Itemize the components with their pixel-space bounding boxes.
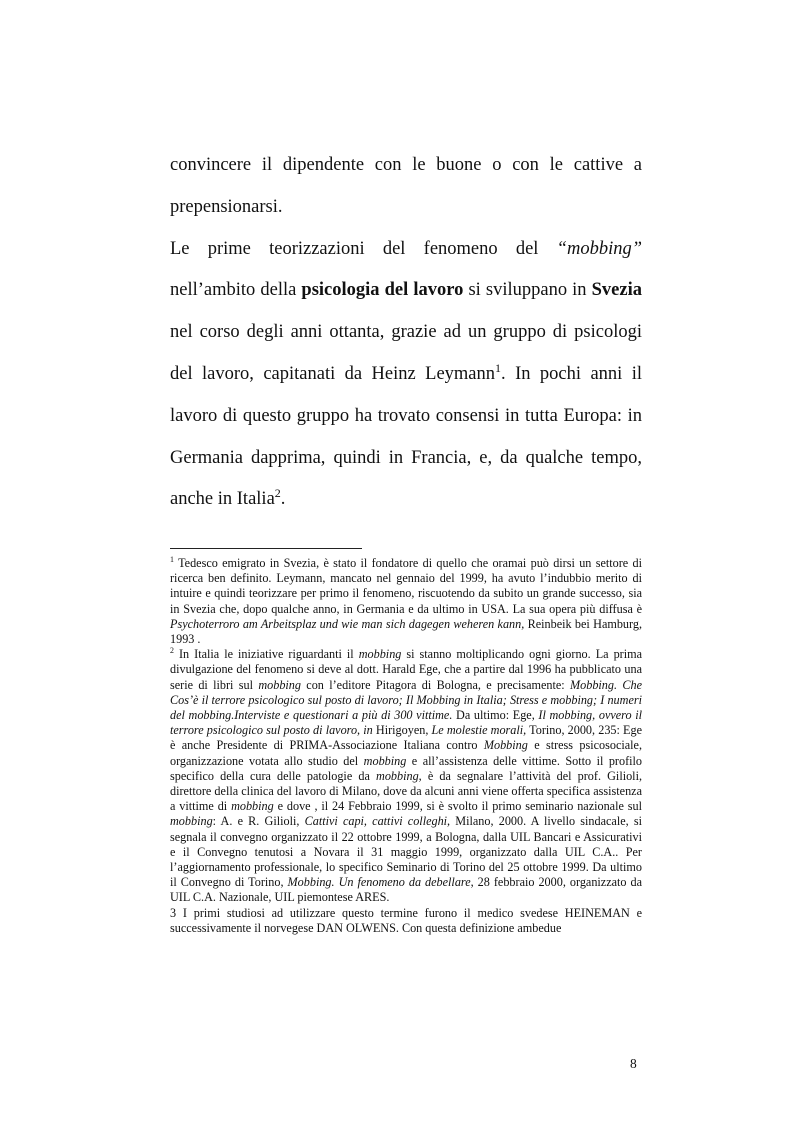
- footnote-separator: [170, 548, 362, 549]
- paragraph-1: convincere il dipendente con le buone o con le cattive a prepensionarsi.: [170, 155, 642, 217]
- footnote-2: $^2$ In Italia le iniziative riguardanti il mobbing si stanno moltiplicando ogni giorno. La prima divulgazione del fenomeno si deve al dott. Harald Ege, che a partire dal 1996 ha pubblicato una serie di libri sul mobbing con l’editore Pitagora di Bologna, e precisamente: Mobbing. Che Cos’è il terrore psicologico sul posto di lavoro; Il Mobbing in Italia; Stress e mobbing; I numeri del mobbing.Interviste e questionari a più di 300 vittime. Da ultimo: Ege, Il mobbing, ovvero il terrore psicologico sul posto di lavoro, in Hirigoyen, Le molestie morali, Torino, 2000, 235: Ege è anche Presidente di PRIMA-Associazione Italiana contro Mobbing e stress psicosociale, organizzazione votata allo studio del mobbing e all’assistenza delle vittime. Sotto il profilo specifico della cura delle patologie da mobbing, è da segnalare l’attività del prof. Gilioli, direttore della clinica del lavoro di Milano, dove da alcuni anni viene offerta specifica assistenza a vittime di mobbing e dove , il 24 Febbraio 1999, si è svolto il primo seminario nazionale sul mobbing: A. e R. Gilioli, Cattivi capi, cattivi colleghi, Milano, 2000. A livello sindacale, si segnala il convegno organizzato il 22 ottobre 1999, a Bologna, dalla UIL Bancari e Assicurativi e il Convegno tenutosi a Novara il 31 maggio 1999, organizzato dalla UIL C.A.. Per l’aggiornamento professionale, lo specifico Seminario di Torino del 25 ottobre 1999. Da ultimo il Convegno di Torino, Mobbing. Un fenomeno da debellare, 28 febbraio 2000, organizzato da UIL C.A. Nazionale, UIL piemontese ARES.: [170, 646, 643, 905]
- paragraph-2: Le prime teorizzazioni del fenomeno del “mobbing” nell’ambito della psicologia del lavoro si sviluppano in Svezia nel corso degli anni ottanta, grazie ad un gruppo di psicologi del lavoro, capitanati da Heinz Leymann$^1$. In pochi anni il lavoro di questo gruppo ha trovato consensi in tutta Europa: in Germania dapprima, quindi in Francia, e, da qualche tempo, anche in Italia$^2$.: [170, 238, 642, 510]
- footnote-mark-2: 2: [170, 646, 174, 656]
- footnote-ref-1[interactable]: 1: [495, 360, 502, 375]
- footnote-3: 3 I primi studiosi ad utilizzare questo termine furono il medico svedese HEINEMAN e successivamente il norvegese DAN OLWENS. Con questa definizione ambedue: [170, 905, 642, 935]
- footnote-1: $^1$ Tedesco emigrato in Svezia, è stato il fondatore di quello che oramai può dirsi un settore di ricerca ben definito. Leymann, mancato nel gennaio del 1999, ha avuto l’indubbio merito di intuire e quindi teorizzare per primo il fenomeno, riscuotendo da subito un grande successo, sia in Svezia che, dopo qualche anno, in Germania e da ultimo in USA. La sua opera più diffusa è Psychoterroro am Arbeitsplaz und wie man sich dagegen weheren kann, Reinbeik bei Hamburg, 1993 .: [170, 554, 642, 647]
- footnote-ref-2[interactable]: 2: [274, 486, 281, 501]
- page-number: 8: [630, 1056, 637, 1071]
- main-text: [170, 145, 642, 521]
- footnote-mark-1: 1: [170, 554, 174, 564]
- bold-psicologia-del-lavoro: psicologia del lavoro: [301, 280, 464, 301]
- bold-svezia: Svezia: [591, 280, 642, 301]
- mobbing-term: “mobbing”: [556, 238, 642, 259]
- footnotes: [170, 556, 642, 936]
